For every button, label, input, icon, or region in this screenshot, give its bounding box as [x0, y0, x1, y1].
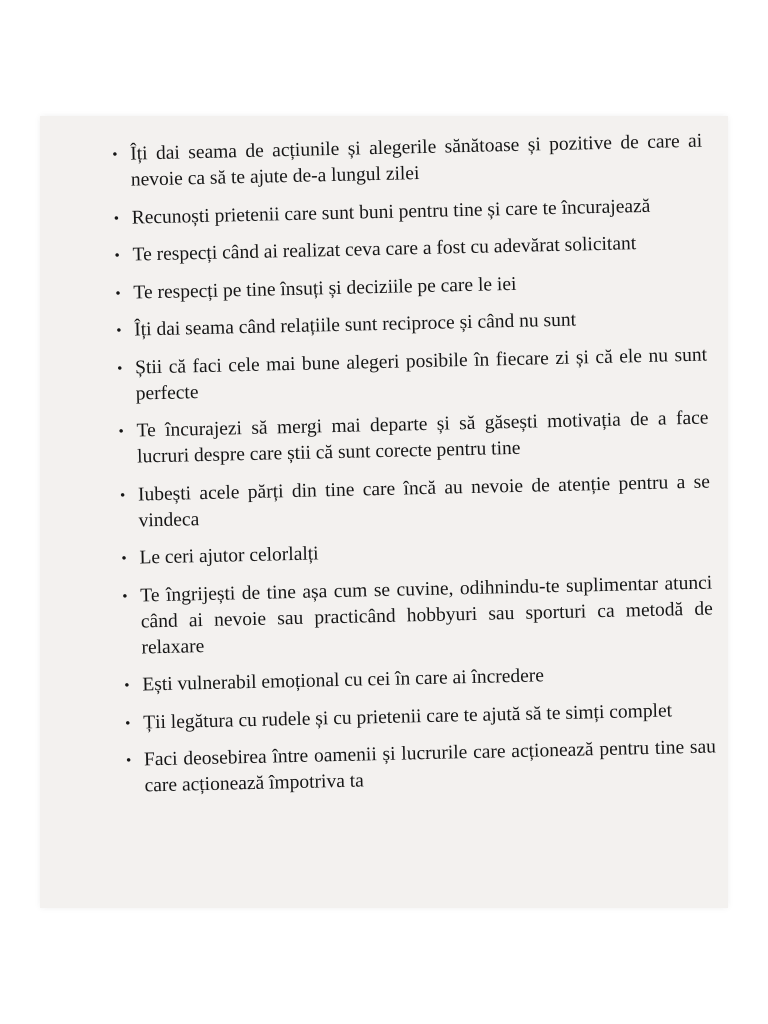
list-item-text: Faci deosebirea între oamenii și lucrurile care acționează pentru tine sau care acționează împotriva ta	[143, 736, 717, 797]
bullet-icon: •	[119, 487, 126, 504]
bullet-icon: •	[118, 423, 125, 440]
list-item	[117, 342, 708, 407]
bullet-icon: •	[113, 210, 120, 227]
bullet-icon: •	[116, 322, 122, 339]
list-item	[125, 697, 715, 736]
list-item-text: Iubești acele părți din tine care încă au nevoie de atenție pentru a se vindeca	[137, 471, 711, 531]
list-item	[118, 406, 709, 471]
list-item-text: Te îngrijești de tine așa cum se cuvine, odihnindu-te suplimentar atunci când ai nevoie sau practicând hobbyuri sau sporturi ca metodă de relaxare	[140, 572, 713, 658]
list-item	[115, 267, 705, 306]
list-item	[116, 305, 706, 344]
bullet-list	[112, 129, 717, 812]
list-item-text: Ții legătura cu rudele și cu prietenii care te ajută să te simți complet	[142, 699, 673, 733]
list-item	[122, 570, 714, 661]
list-item	[112, 129, 703, 194]
list-item-text: Știi că faci cele mai bune alegeri posibile în fiecare zi și că ele nu sunt perfecte	[134, 344, 708, 405]
bullet-icon: •	[114, 247, 121, 264]
list-item-text: Ești vulnerabil emoțional cu cei în care ai încredere	[142, 665, 545, 696]
bullet-icon: •	[121, 550, 127, 567]
bullet-icon: •	[115, 285, 121, 302]
list-item-text: Recunoști prietenii care sunt buni pentru tine și care te încurajează	[131, 195, 651, 229]
list-item-text: Îți dai seama când relațiile sunt reciproce și când nu sunt	[134, 309, 577, 341]
bullet-icon: •	[124, 677, 130, 694]
list-item-text: Le ceri ajutor celorlalți	[139, 543, 319, 569]
list-item-text: Te respecți când ai realizat ceva care a fost cu adevărat solicitant	[132, 233, 637, 266]
list-item	[124, 659, 714, 698]
list-item-text: Te respecți pe tine însuți și deciziile pe care le iei	[133, 273, 517, 304]
bullet-icon: •	[125, 752, 132, 769]
bullet-icon: •	[122, 588, 128, 605]
list-item	[120, 469, 711, 534]
list-item	[126, 734, 717, 799]
bullet-icon: •	[112, 146, 118, 163]
list-item-text: Te încurajezi să mergi mai departe și să găsești motivația de a face lucruri despre care știi că sunt corecte pentru tine	[136, 407, 709, 468]
bullet-icon: •	[125, 715, 131, 732]
list-item	[121, 533, 711, 572]
list-item	[113, 192, 703, 231]
list-item-text: Îți dai seama de acțiunile și alegerile sănătoase și pozitive de care ai nevoie ca să te ajute de-a lungul zilei	[130, 130, 703, 191]
book-page	[40, 116, 728, 908]
bullet-icon: •	[116, 360, 123, 377]
list-item	[114, 230, 704, 269]
